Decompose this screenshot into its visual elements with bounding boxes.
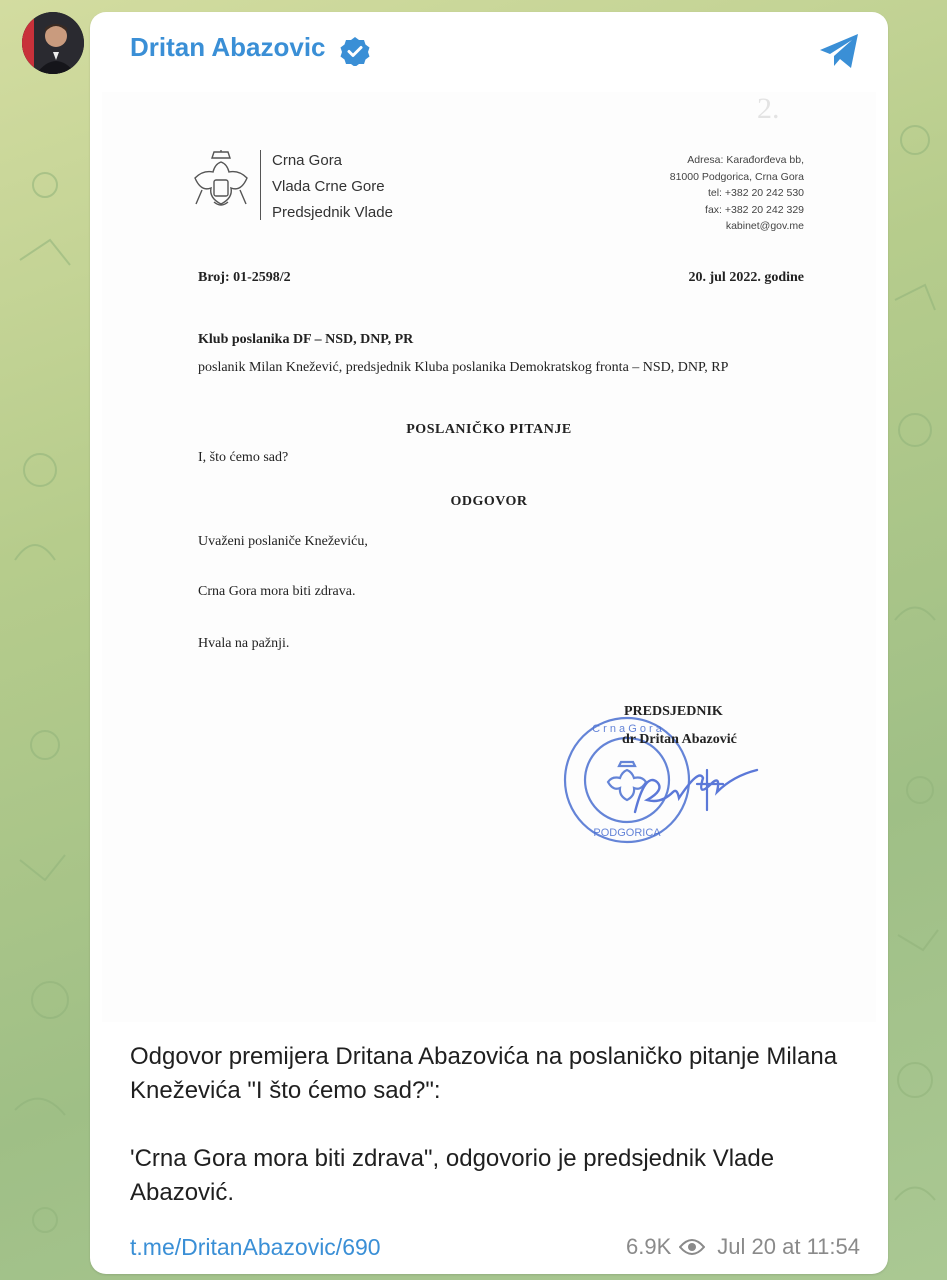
letterhead-address [670, 152, 804, 235]
message-header [90, 12, 888, 92]
page-number-ghost: 2. [757, 92, 780, 125]
org-line-country: Crna Gora [272, 152, 343, 169]
verified-badge-icon [340, 36, 370, 66]
post-footer [130, 1230, 860, 1264]
eye-icon [679, 1238, 705, 1256]
letterhead-divider [260, 150, 261, 220]
answer-text: Crna Gora mora biti zdrava. [198, 584, 356, 599]
address-line: Adresa: Karađorđeva bb, [687, 154, 804, 166]
post-caption [130, 1040, 870, 1210]
channel-avatar[interactable] [22, 12, 84, 74]
view-count: 6.9K [626, 1234, 672, 1259]
signer-title: PREDSJEDNIK [624, 704, 723, 719]
address-line: kabinet@gov.me [725, 220, 804, 232]
montenegro-crest-icon [192, 150, 250, 218]
channel-name[interactable]: Dritan Abazovic [130, 32, 326, 62]
caption-paragraph-1: Odgovor premijera Dritana Abazovića na poslaničko pitanje Milana Kneževića "I što ćemo sad?": [130, 1043, 838, 1104]
recipient-description: poslanik Milan Knežević, predsjednik Kluba poslanika Demokratskog fronta – NSD, DNP, RP [198, 360, 729, 375]
signer-name: dr Dritan Abazović [622, 732, 737, 747]
svg-text:PODGORICA: PODGORICA [593, 827, 661, 839]
svg-text:C r n a G o r a: C r n a G o r a [592, 723, 662, 735]
greeting-text: Uvaženi poslaniče Kneževiću, [198, 534, 368, 549]
recipient: Klub poslanika DF – NSD, DNP, PR [198, 332, 414, 347]
answer-title: ODGOVOR [450, 494, 528, 509]
org-line-office: Predsjednik Vlade [272, 204, 393, 221]
question-title: POSLANIČKO PITANJE [406, 422, 572, 437]
handwritten-signature-icon [627, 762, 777, 822]
document-scan-image[interactable] [102, 92, 876, 1022]
address-line: 81000 Podgorica, Crna Gora [669, 170, 804, 183]
post-link[interactable]: t.me/DritanAbazovic/690 [130, 1234, 381, 1260]
address-line: fax: +382 20 242 329 [705, 203, 804, 216]
post-meta [626, 1234, 860, 1260]
org-line-government: Vlada Crne Gore [272, 178, 385, 195]
telegram-share-icon[interactable] [816, 28, 862, 74]
document-date: 20. jul 2022. godine [688, 270, 804, 285]
address-line: tel: +382 20 242 530 [707, 187, 804, 199]
closing-text: Hvala na pažnji. [198, 636, 290, 651]
message-card [90, 12, 888, 1274]
question-text: I, što ćemo sad? [198, 450, 289, 465]
avatar-portrait-icon [22, 12, 84, 74]
post-time: Jul 20 at 11:54 [717, 1234, 860, 1259]
reference-number: Broj: 01-2598/2 [198, 270, 291, 285]
caption-paragraph-2: 'Crna Gora mora biti zdrava", odgovorio je predsjednik Vlade Abazović. [130, 1145, 775, 1206]
